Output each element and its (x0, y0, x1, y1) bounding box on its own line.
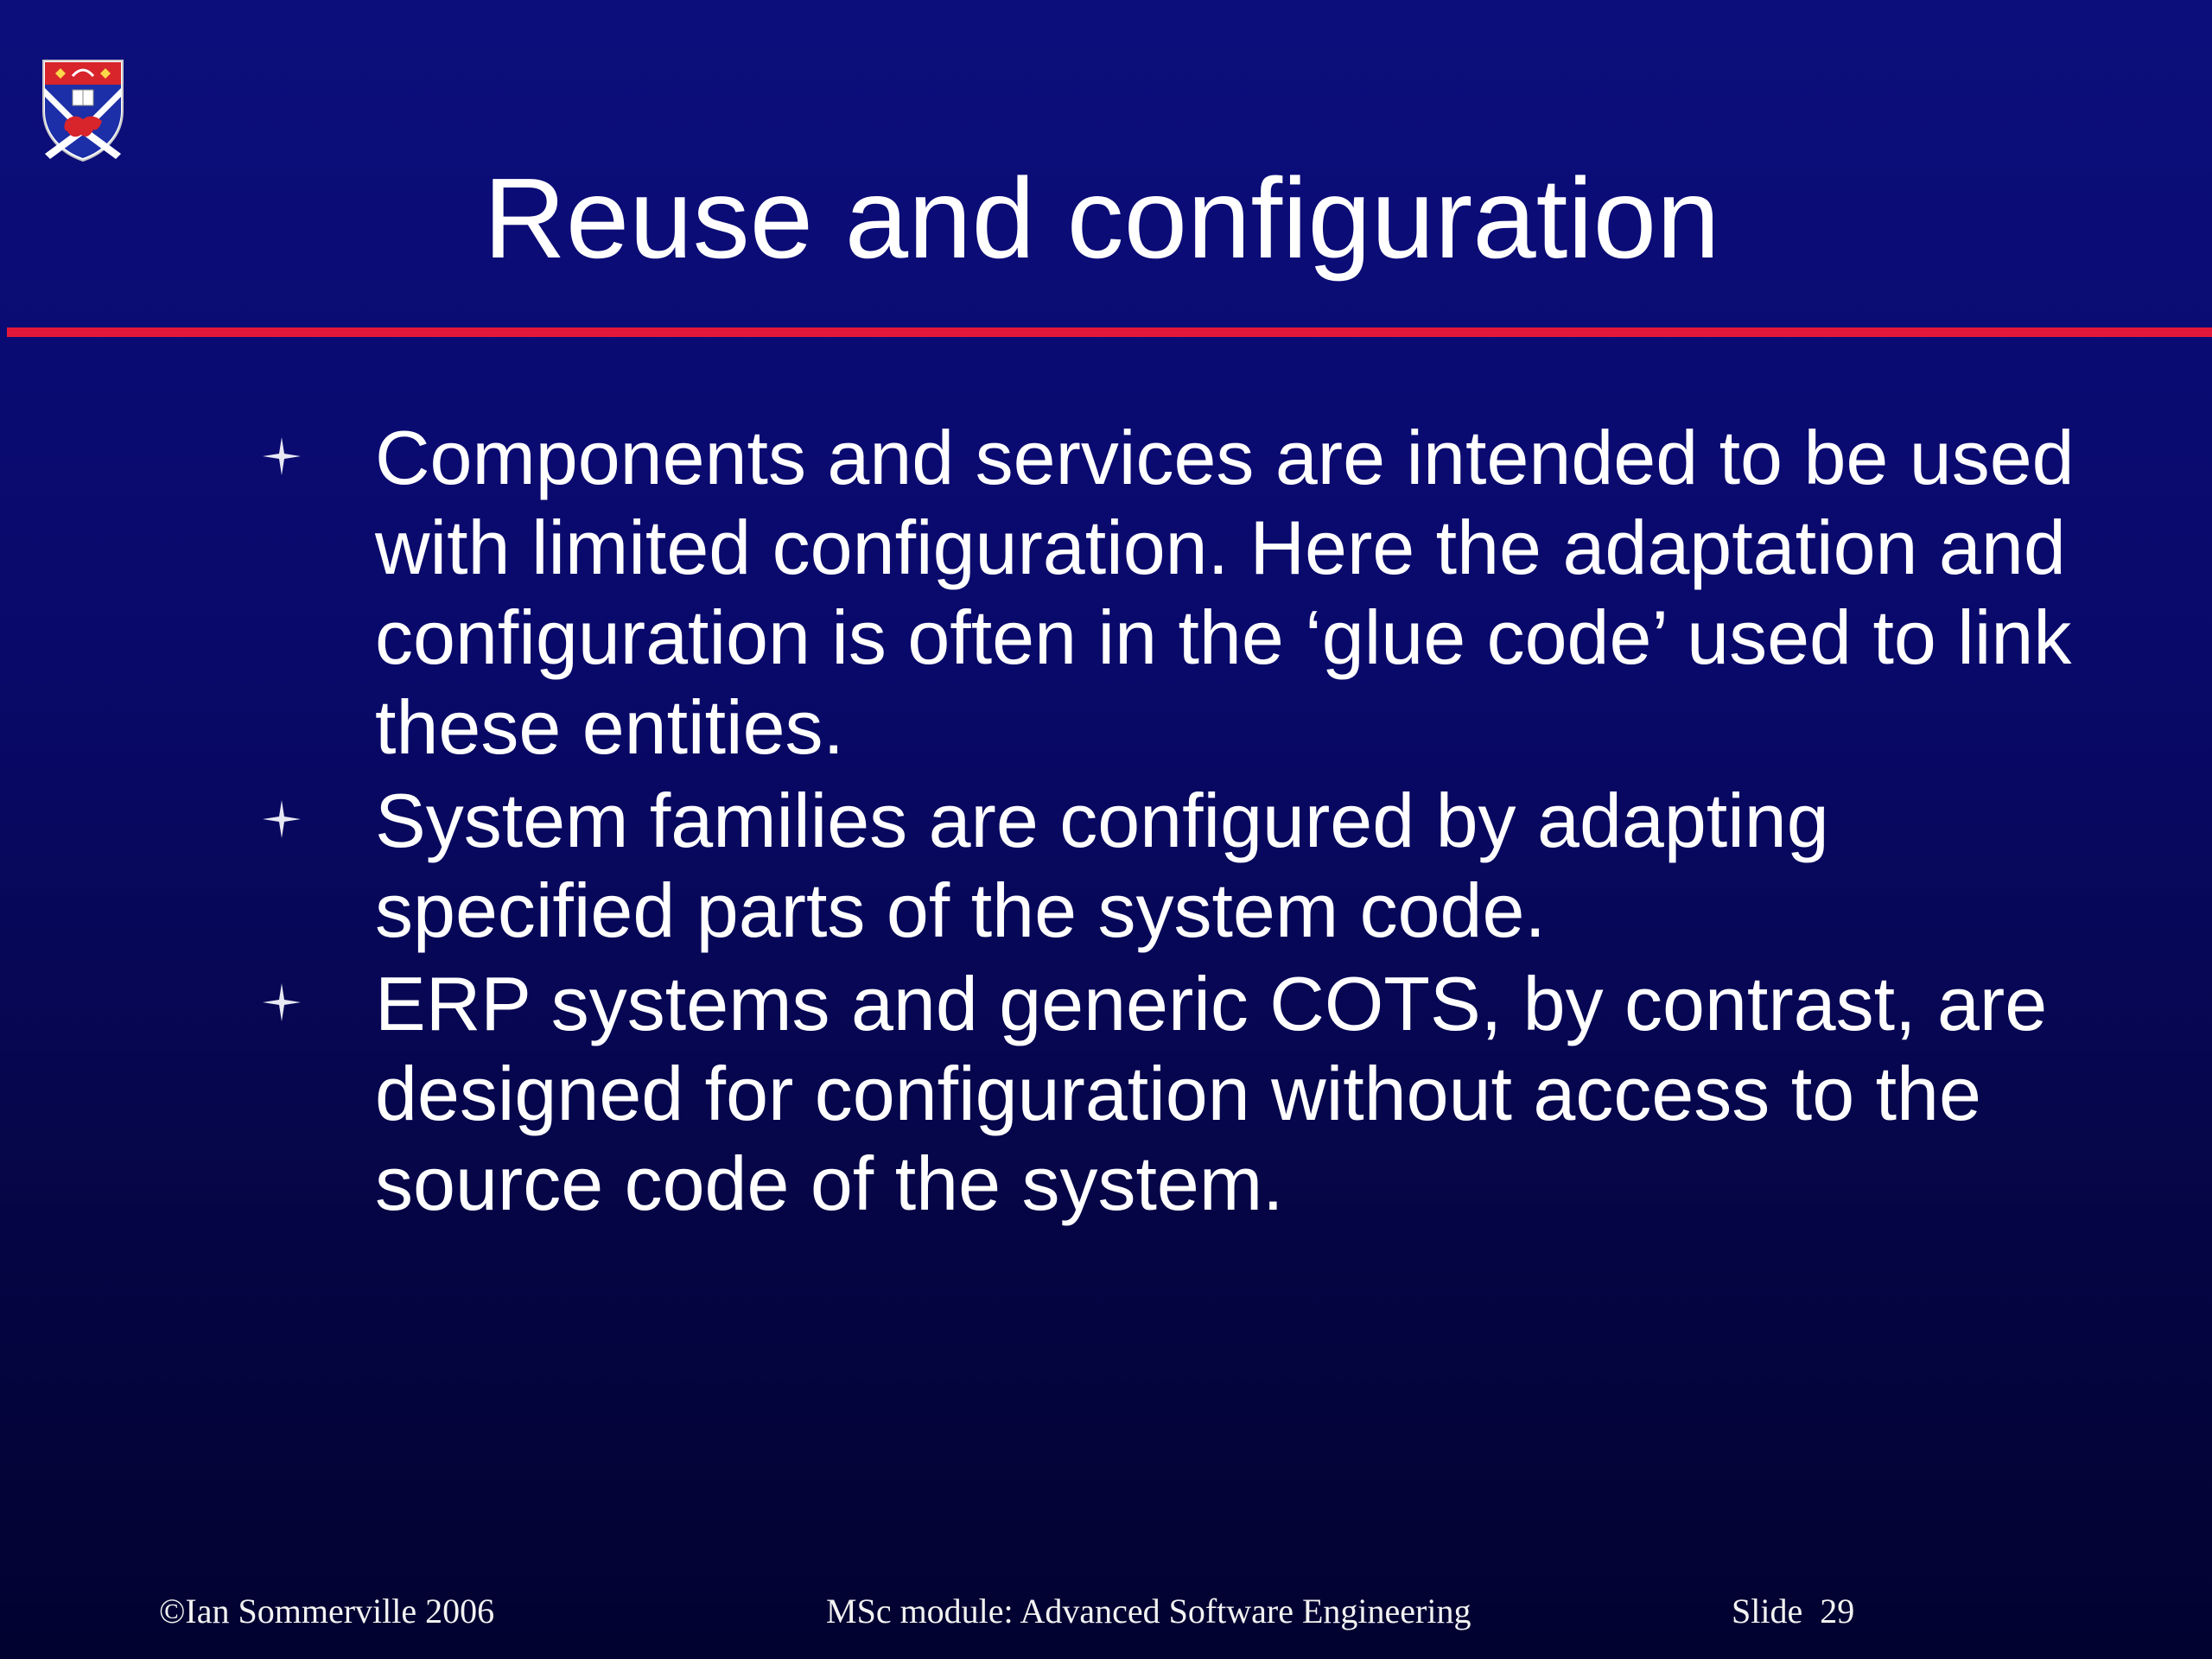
bullet-text: System families are configured by adapting specified parts of the system code. (375, 778, 1829, 953)
footer-copyright: ©Ian Sommerville 2006 (159, 1592, 495, 1630)
slide-title: Reuse and configuration (483, 155, 1720, 282)
four-point-star-icon (259, 797, 304, 842)
bullet-item (259, 776, 2117, 956)
four-point-star-icon (259, 434, 304, 479)
bullet-text: ERP systems and generic COTS, by contrast, are designed for configuration without access to the source code of the system. (375, 961, 2048, 1226)
bullet-text: Components and services are intended to be used with limited configuration. Here the adaptation and configuration is often in the ‘glue code’ used to link these entities. (375, 415, 2075, 770)
university-crest-icon (40, 57, 126, 164)
bullet-list (259, 413, 2117, 1232)
footer-slide-number: Slide 29 (1732, 1592, 1855, 1630)
four-point-star-icon (259, 980, 304, 1025)
title-divider (7, 327, 2212, 337)
footer-module: MSc module: Advanced Software Engineering (826, 1592, 1471, 1630)
bullet-item (259, 959, 2117, 1229)
bullet-item (259, 413, 2117, 772)
